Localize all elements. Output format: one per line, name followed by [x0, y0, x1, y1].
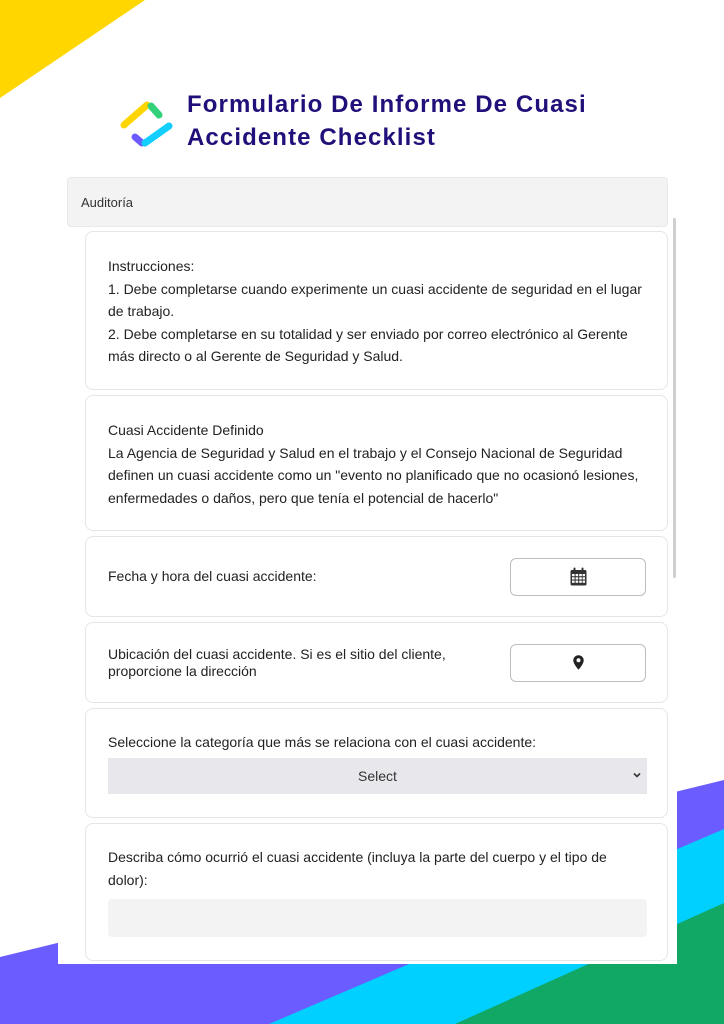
- map-pin-icon: [573, 655, 584, 670]
- page-title: Formulario De Informe De Cuasi Accidente Checklist: [187, 91, 587, 151]
- definition-text: La Agencia de Seguridad y Salud en el trabajo y el Consejo Nacional de Seguridad definen un cuasi accidente como un "evento no planificado que no ocasionó lesiones, enfermedades o daños, pero que tenía el potencial de hacerlo": [108, 444, 639, 506]
- instructions-heading: Instrucciones:: [108, 258, 195, 274]
- section-title: Auditoría: [81, 194, 134, 210]
- chevron-down-icon: [632, 770, 642, 780]
- datetime-label: Fecha y hora del cuasi accidente:: [108, 568, 317, 584]
- scrollbar-thumb[interactable]: [673, 218, 676, 578]
- description-textarea[interactable]: [108, 899, 647, 937]
- datetime-picker-button[interactable]: [510, 558, 646, 596]
- definition-heading: Cuasi Accidente Definido: [108, 422, 264, 438]
- definition-card: [85, 395, 668, 531]
- calendar-icon: [570, 567, 587, 586]
- datetime-card: [85, 536, 668, 617]
- form-questions-list: [85, 231, 668, 966]
- location-label: Ubicación del cuasi accidente. Si es el sitio del cliente, proporcione la dirección: [108, 645, 446, 679]
- instructions-item-2: 2. Debe completarse en su totalidad y ser enviado por correo electrónico al Gerente más directo o al Gerente de Seguridad y Salud.: [108, 325, 628, 364]
- location-picker-button[interactable]: [510, 644, 646, 682]
- category-select[interactable]: [108, 758, 647, 794]
- section-header-auditoria[interactable]: [67, 177, 668, 227]
- location-card: [85, 622, 668, 703]
- category-label: Seleccione la categoría que más se relaciona con el cuasi accidente:: [108, 734, 537, 750]
- instructions-item-1: 1. Debe completarse cuando experimente un cuasi accidente de seguridad en el lugar de trabajo.: [108, 280, 642, 319]
- description-card: [85, 823, 668, 961]
- category-select-value: Select: [358, 768, 397, 784]
- category-card: [85, 708, 668, 818]
- description-label: Describa cómo ocurrió el cuasi accidente (incluya la parte del cuerpo y el tipo de dolor):: [108, 849, 607, 888]
- instructions-card: [85, 231, 668, 390]
- yellow-corner-shape: [0, 0, 145, 98]
- checklist-logo-icon: [110, 90, 190, 160]
